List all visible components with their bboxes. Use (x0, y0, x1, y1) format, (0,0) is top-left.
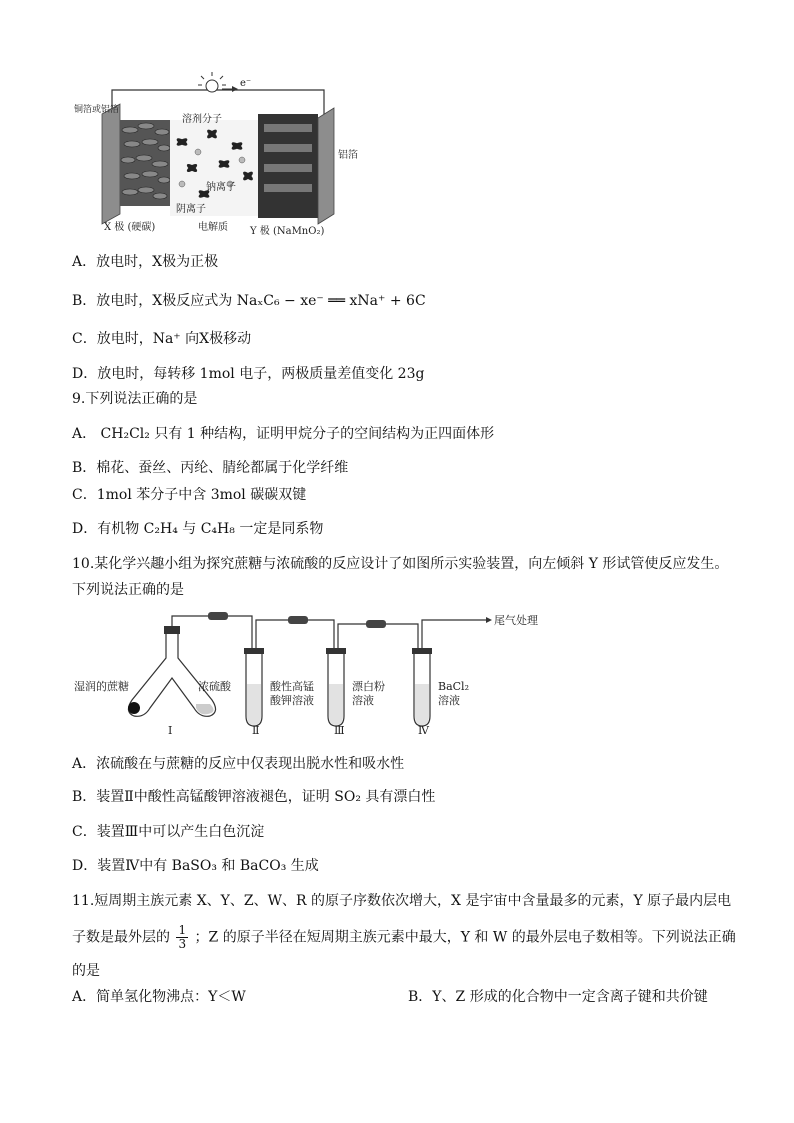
electron-label: e⁻ (240, 78, 252, 89)
q10-option-a: A．浓硫酸在与蔗糖的反应中仅表现出脱水性和吸水性 (72, 756, 405, 772)
namno2-electrode (258, 114, 318, 218)
q11-fraction-denominator: 3 (178, 937, 187, 951)
electrolyte-label: 电解质 (198, 222, 228, 233)
label-num-4: Ⅳ (418, 724, 429, 737)
conc-acid-label: 浓硫酸 (198, 680, 231, 693)
label-num-2: Ⅱ (252, 724, 260, 737)
q11-fraction-numerator: 1 (178, 923, 187, 937)
right-foil-label: 铝箔 (338, 150, 358, 161)
bleach-label-1: 漂白粉 (352, 680, 385, 693)
q11-line2-post: ；Z 的原子半径在短周期主族元素中最大，Y 和 W 的最外层电子数相等。下列说法正确 (194, 929, 736, 946)
bulb-icon (198, 72, 226, 92)
q11-option-a: A．简单氢化物沸点：Y＜W (72, 989, 246, 1005)
q10-option-b: B．装置Ⅱ中酸性高锰酸钾溶液褪色，证明 SO₂ 具有漂白性 (72, 789, 436, 805)
q8-option-d: D．放电时，每转移 1mol 电子，两极质量差值变化 23g (72, 366, 425, 382)
left-foil-label: 铜箔或铝箔 (74, 105, 120, 115)
test-tube-III (326, 648, 346, 726)
q11-option-b: B．Y、Z 形成的化合物中一定含离子键和共价键 (408, 989, 708, 1005)
q11-line2 (72, 924, 736, 952)
q8-option-b-text: B．放电时，X极反应式为 (72, 293, 233, 309)
sodium-ion-label: 钠离子 (206, 182, 236, 193)
q8-option-a: A．放电时，X极为正极 (72, 254, 219, 270)
q9-option-c: C．1mol 苯分子中含 3mol 碳碳双键 (72, 487, 307, 503)
hard-carbon-electrode (120, 120, 170, 206)
bacl2-label-1: BaCl₂ (438, 680, 469, 693)
q11-line3: 的是 (72, 963, 100, 979)
label-num-3: Ⅲ (334, 724, 345, 737)
q9-stem: 9.下列说法正确的是 (72, 391, 198, 407)
tail-gas-label: 尾气处理 (494, 614, 538, 627)
q8-option-b-formula: NaₓC₆ − xe⁻ ══ xNa⁺ + 6C (236, 293, 426, 309)
q8-option-b (72, 291, 426, 311)
q11-fraction (176, 924, 188, 951)
battery-diagram (72, 64, 362, 240)
test-tube-IV (412, 648, 432, 726)
wet-sucrose-label: 湿润的蔗糖 (74, 680, 129, 693)
bleach-label-2: 溶液 (352, 694, 374, 707)
kmno4-label-2: 酸钾溶液 (270, 694, 314, 707)
q11-line1: 11.短周期主族元素 X、Y、Z、W、R 的原子序数依次增大，X 是宇宙中含量最多的元素，Y 原子最内层电 (72, 893, 732, 909)
kmno4-label-1: 酸性高锰 (270, 680, 314, 693)
x-electrode-label: X 极 (硬碳) (104, 222, 156, 233)
bacl2-label-2: 溶液 (438, 694, 460, 707)
q10-option-c: C．装置Ⅲ中可以产生白色沉淀 (72, 824, 265, 840)
q10-option-d: D．装置Ⅳ中有 BaSO₃ 和 BaCO₃ 生成 (72, 858, 319, 874)
apparatus-diagram (72, 608, 552, 740)
label-num-1: Ⅰ (168, 724, 173, 737)
anion-label: 阴离子 (176, 204, 206, 215)
y-electrode-label: Y 极 (NaMnO₂) (250, 226, 325, 237)
q10-stem-line2: 下列说法正确的是 (72, 582, 184, 598)
y-tube-I (128, 626, 216, 716)
q9-option-d: D．有机物 C₂H₄ 与 C₄H₈ 一定是同系物 (72, 521, 324, 537)
solvent-label: 溶剂分子 (182, 114, 222, 125)
q9-option-b: B．棉花、蚕丝、丙纶、腈纶都属于化学纤维 (72, 460, 349, 476)
q11-line2-pre: 子数是最外层的 (72, 929, 170, 946)
q9-option-a: A． CH₂Cl₂ 只有 1 种结构，证明甲烷分子的空间结构为正四面体形 (72, 426, 495, 442)
test-tube-II (244, 648, 264, 726)
q8-option-c: C．放电时，Na⁺ 向X极移动 (72, 331, 252, 347)
q10-stem-line1: 10.某化学兴趣小组为探究蔗糖与浓硫酸的反应设计了如图所示实验装置，向左倾斜 Y 形试管使反应发生。 (72, 556, 729, 572)
